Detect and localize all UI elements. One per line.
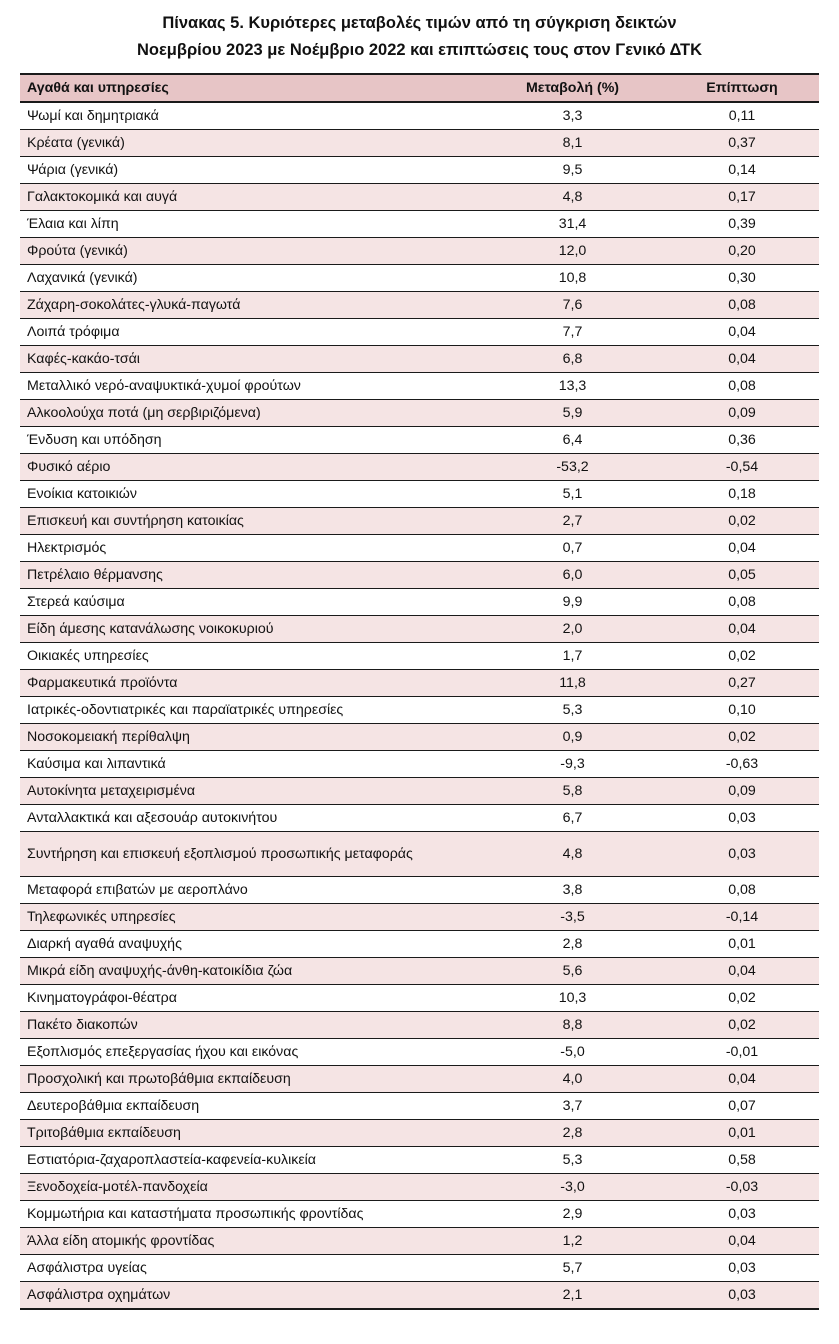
row-impact: 0,02 [665, 724, 819, 751]
row-change-percent: 5,8 [480, 778, 665, 805]
row-impact: 0,01 [665, 931, 819, 958]
row-change-percent: 5,6 [480, 958, 665, 985]
row-impact: -0,54 [665, 454, 819, 481]
row-change-percent: 3,8 [480, 877, 665, 904]
row-item-name: Φρούτα (γενικά) [20, 238, 480, 265]
table-row [20, 724, 819, 751]
table-row [20, 1012, 819, 1039]
row-impact: 0,27 [665, 670, 819, 697]
row-change-percent: 0,9 [480, 724, 665, 751]
table-row [20, 400, 819, 427]
table-row [20, 697, 819, 724]
row-item-name: Οικιακές υπηρεσίες [20, 643, 480, 670]
row-impact: 0,09 [665, 400, 819, 427]
row-item-name: Μεταφορά επιβατών με αεροπλάνο [20, 877, 480, 904]
row-item-name: Ηλεκτρισμός [20, 535, 480, 562]
row-item-name: Καύσιμα και λιπαντικά [20, 751, 480, 778]
row-change-percent: 9,9 [480, 589, 665, 616]
row-item-name: Λαχανικά (γενικά) [20, 265, 480, 292]
row-change-percent: -9,3 [480, 751, 665, 778]
row-change-percent: -53,2 [480, 454, 665, 481]
row-change-percent: 7,6 [480, 292, 665, 319]
row-change-percent: -5,0 [480, 1039, 665, 1066]
table-row [20, 670, 819, 697]
caption-line-1: Πίνακας 5. Κυριότερες μεταβολές τιμών από τη σύγκριση δεικτών [162, 14, 677, 32]
row-impact: 0,37 [665, 130, 819, 157]
table-row [20, 877, 819, 904]
row-item-name: Νοσοκομειακή περίθαλψη [20, 724, 480, 751]
row-item-name: Συντήρηση και επισκευή εξοπλισμού προσωπικής μεταφοράς [20, 832, 480, 877]
row-item-name: Ανταλλακτικά και αξεσουάρ αυτοκινήτου [20, 805, 480, 832]
row-impact: 0,03 [665, 805, 819, 832]
row-change-percent: 11,8 [480, 670, 665, 697]
row-impact: 0,36 [665, 427, 819, 454]
header-goods-services: Αγαθά και υπηρεσίες [20, 74, 480, 102]
row-impact: 0,02 [665, 643, 819, 670]
row-impact: -0,63 [665, 751, 819, 778]
table-row [20, 616, 819, 643]
row-change-percent: 7,7 [480, 319, 665, 346]
header-change-percent: Μεταβολή (%) [480, 74, 665, 102]
table-row [20, 265, 819, 292]
row-item-name: Μικρά είδη αναψυχής-άνθη-κατοικίδια ζώα [20, 958, 480, 985]
table-row [20, 1120, 819, 1147]
row-impact: -0,01 [665, 1039, 819, 1066]
row-change-percent: -3,5 [480, 904, 665, 931]
row-change-percent: 2,0 [480, 616, 665, 643]
row-item-name: Δευτεροβάθμια εκπαίδευση [20, 1093, 480, 1120]
table-row [20, 1066, 819, 1093]
row-change-percent: 1,2 [480, 1228, 665, 1255]
row-item-name: Ψωμί και δημητριακά [20, 102, 480, 130]
row-change-percent: 5,7 [480, 1255, 665, 1282]
row-item-name: Ενοίκια κατοικιών [20, 481, 480, 508]
table-row [20, 1039, 819, 1066]
table-row [20, 1174, 819, 1201]
row-item-name: Επισκευή και συντήρηση κατοικίας [20, 508, 480, 535]
table-row [20, 778, 819, 805]
row-item-name: Κρέατα (γενικά) [20, 130, 480, 157]
table-row [20, 184, 819, 211]
row-impact: -0,14 [665, 904, 819, 931]
row-impact: 0,02 [665, 985, 819, 1012]
row-change-percent: 6,8 [480, 346, 665, 373]
table-row [20, 832, 819, 877]
row-item-name: Φυσικό αέριο [20, 454, 480, 481]
row-change-percent: -3,0 [480, 1174, 665, 1201]
table-header-row [20, 74, 819, 102]
row-item-name: Κομμωτήρια και καταστήματα προσωπικής φροντίδας [20, 1201, 480, 1228]
row-change-percent: 1,7 [480, 643, 665, 670]
row-item-name: Στερεά καύσιμα [20, 589, 480, 616]
row-impact: 0,17 [665, 184, 819, 211]
table-row [20, 643, 819, 670]
row-item-name: Καφές-κακάο-τσάι [20, 346, 480, 373]
row-item-name: Είδη άμεσης κατανάλωσης νοικοκυριού [20, 616, 480, 643]
row-change-percent: 2,7 [480, 508, 665, 535]
row-item-name: Κινηματογράφοι-θέατρα [20, 985, 480, 1012]
row-change-percent: 31,4 [480, 211, 665, 238]
row-item-name: Τηλεφωνικές υπηρεσίες [20, 904, 480, 931]
row-impact: 0,58 [665, 1147, 819, 1174]
table-row [20, 1255, 819, 1282]
row-change-percent: 10,3 [480, 985, 665, 1012]
row-change-percent: 10,8 [480, 265, 665, 292]
table-row [20, 931, 819, 958]
row-impact: 0,04 [665, 616, 819, 643]
row-impact: 0,08 [665, 373, 819, 400]
table-row [20, 1093, 819, 1120]
row-item-name: Εξοπλισμός επεξεργασίας ήχου και εικόνας [20, 1039, 480, 1066]
row-change-percent: 8,1 [480, 130, 665, 157]
row-item-name: Διαρκή αγαθά αναψυχής [20, 931, 480, 958]
row-impact: 0,05 [665, 562, 819, 589]
row-impact: 0,10 [665, 697, 819, 724]
row-change-percent: 3,7 [480, 1093, 665, 1120]
row-item-name: Πακέτο διακοπών [20, 1012, 480, 1039]
table-row [20, 102, 819, 130]
row-impact: 0,20 [665, 238, 819, 265]
row-impact: 0,14 [665, 157, 819, 184]
row-impact: 0,04 [665, 346, 819, 373]
row-impact: 0,03 [665, 832, 819, 877]
row-change-percent: 8,8 [480, 1012, 665, 1039]
row-change-percent: 6,7 [480, 805, 665, 832]
table-row [20, 805, 819, 832]
table-body [20, 102, 819, 1309]
row-impact: -0,03 [665, 1174, 819, 1201]
row-impact: 0,11 [665, 102, 819, 130]
row-item-name: Γαλακτοκομικά και αυγά [20, 184, 480, 211]
row-change-percent: 0,7 [480, 535, 665, 562]
table-row [20, 238, 819, 265]
row-impact: 0,08 [665, 877, 819, 904]
row-change-percent: 6,0 [480, 562, 665, 589]
row-change-percent: 12,0 [480, 238, 665, 265]
row-change-percent: 13,3 [480, 373, 665, 400]
table-row [20, 454, 819, 481]
row-change-percent: 5,3 [480, 1147, 665, 1174]
row-impact: 0,03 [665, 1255, 819, 1282]
table-row [20, 562, 819, 589]
row-impact: 0,02 [665, 508, 819, 535]
row-change-percent: 2,1 [480, 1282, 665, 1310]
row-impact: 0,07 [665, 1093, 819, 1120]
row-item-name: Ένδυση και υπόδηση [20, 427, 480, 454]
row-impact: 0,08 [665, 589, 819, 616]
table-row [20, 1228, 819, 1255]
row-change-percent: 5,3 [480, 697, 665, 724]
row-impact: 0,03 [665, 1282, 819, 1310]
table-row [20, 292, 819, 319]
row-change-percent: 5,9 [480, 400, 665, 427]
table-row [20, 508, 819, 535]
row-item-name: Εστιατόρια-ζαχαροπλαστεία-καφενεία-κυλικεία [20, 1147, 480, 1174]
table-caption [0, 10, 839, 64]
table-row [20, 985, 819, 1012]
table-row [20, 589, 819, 616]
row-impact: 0,01 [665, 1120, 819, 1147]
price-changes-table [20, 73, 819, 1310]
row-change-percent: 6,4 [480, 427, 665, 454]
row-item-name: Πετρέλαιο θέρμανσης [20, 562, 480, 589]
row-item-name: Αυτοκίνητα μεταχειρισμένα [20, 778, 480, 805]
row-item-name: Μεταλλικό νερό-αναψυκτικά-χυμοί φρούτων [20, 373, 480, 400]
row-change-percent: 2,9 [480, 1201, 665, 1228]
row-item-name: Φαρμακευτικά προϊόντα [20, 670, 480, 697]
row-item-name: Ασφάλιστρα υγείας [20, 1255, 480, 1282]
row-impact: 0,18 [665, 481, 819, 508]
table-row [20, 346, 819, 373]
table-row [20, 535, 819, 562]
row-impact: 0,04 [665, 1066, 819, 1093]
table-row [20, 373, 819, 400]
table-row [20, 1147, 819, 1174]
row-impact: 0,09 [665, 778, 819, 805]
table-row [20, 481, 819, 508]
row-change-percent: 3,3 [480, 102, 665, 130]
row-impact: 0,04 [665, 535, 819, 562]
row-item-name: Άλλα είδη ατομικής φροντίδας [20, 1228, 480, 1255]
row-item-name: Ψάρια (γενικά) [20, 157, 480, 184]
row-impact: 0,02 [665, 1012, 819, 1039]
row-change-percent: 4,8 [480, 832, 665, 877]
table-row [20, 751, 819, 778]
table-row [20, 157, 819, 184]
row-change-percent: 9,5 [480, 157, 665, 184]
row-impact: 0,39 [665, 211, 819, 238]
row-impact: 0,04 [665, 1228, 819, 1255]
row-item-name: Ξενοδοχεία-μοτέλ-πανδοχεία [20, 1174, 480, 1201]
row-item-name: Αλκοολούχα ποτά (μη σερβιριζόμενα) [20, 400, 480, 427]
table-row [20, 1201, 819, 1228]
table-row [20, 1282, 819, 1310]
table-row [20, 319, 819, 346]
row-item-name: Ζάχαρη-σοκολάτες-γλυκά-παγωτά [20, 292, 480, 319]
row-impact: 0,04 [665, 319, 819, 346]
row-item-name: Προσχολική και πρωτοβάθμια εκπαίδευση [20, 1066, 480, 1093]
row-change-percent: 4,0 [480, 1066, 665, 1093]
row-change-percent: 2,8 [480, 931, 665, 958]
row-impact: 0,08 [665, 292, 819, 319]
header-impact: Επίπτωση [665, 74, 819, 102]
table-row [20, 211, 819, 238]
table-row [20, 958, 819, 985]
row-item-name: Έλαια και λίπη [20, 211, 480, 238]
table-row [20, 130, 819, 157]
row-item-name: Ασφάλιστρα οχημάτων [20, 1282, 480, 1310]
row-item-name: Τριτοβάθμια εκπαίδευση [20, 1120, 480, 1147]
row-item-name: Ιατρικές-οδοντιατρικές και παραϊατρικές υπηρεσίες [20, 697, 480, 724]
row-impact: 0,30 [665, 265, 819, 292]
row-change-percent: 4,8 [480, 184, 665, 211]
row-change-percent: 2,8 [480, 1120, 665, 1147]
table-row [20, 427, 819, 454]
row-change-percent: 5,1 [480, 481, 665, 508]
row-impact: 0,03 [665, 1201, 819, 1228]
table-row [20, 904, 819, 931]
caption-line-2: Νοεμβρίου 2023 με Νοέμβριο 2022 και επιπτώσεις τους στον Γενικό ΔΤΚ [136, 41, 703, 59]
row-impact: 0,04 [665, 958, 819, 985]
row-item-name: Λοιπά τρόφιμα [20, 319, 480, 346]
